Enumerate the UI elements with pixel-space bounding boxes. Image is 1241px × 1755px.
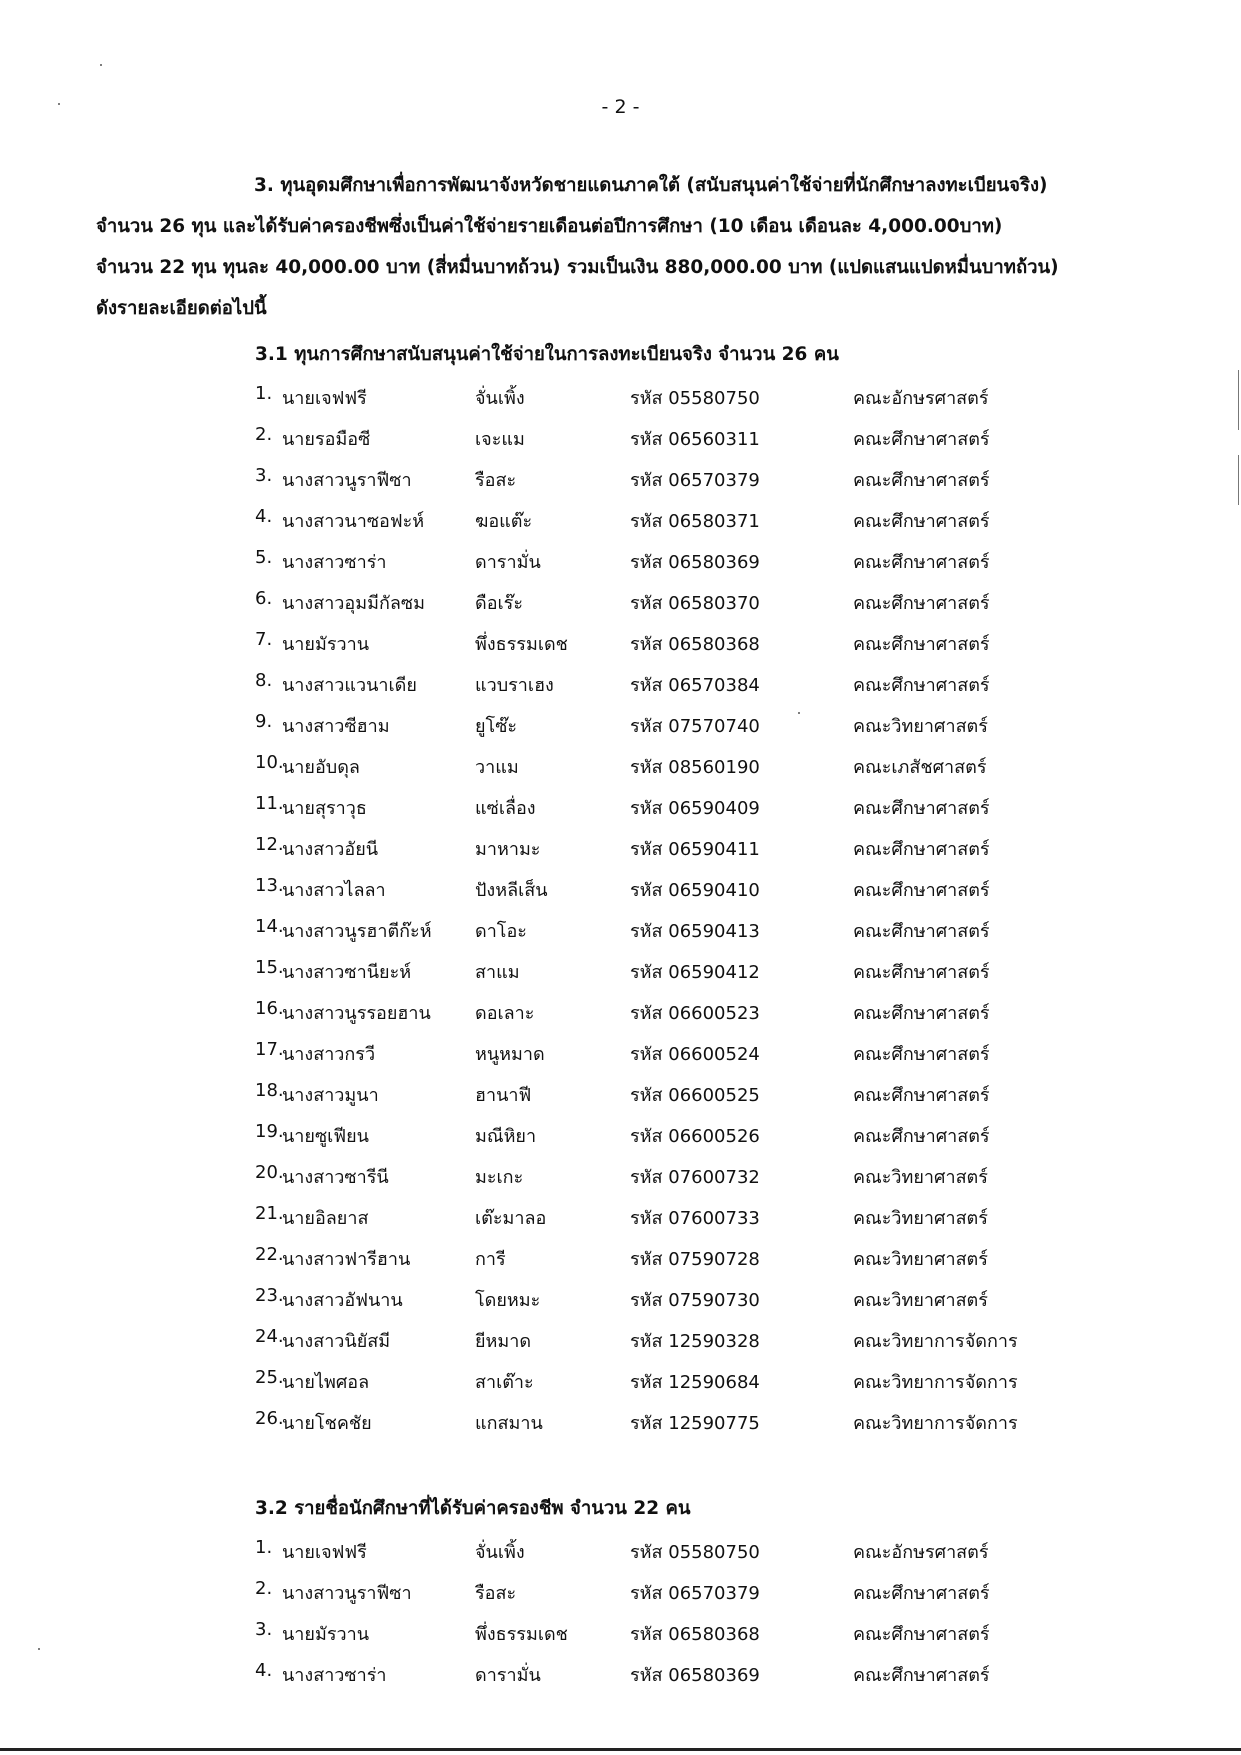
- faculty-name: คณะศึกษาศาสตร์: [853, 1044, 990, 1065]
- item-number: 20.: [255, 1162, 284, 1183]
- student-id: รหัส 06570384: [630, 675, 760, 696]
- student-name: นางสาวซีฮาม: [282, 716, 390, 737]
- intro-line-1: 3. ทุนอุดมศึกษาเพื่อการพัฒนาจังหวัดชายแดนภาคใต้ (สนับสนุนค่าใช้จ่ายที่นักศึกษาลงทะเบียนจริง): [254, 175, 1048, 196]
- student-id: รหัส 06590412: [630, 962, 760, 983]
- student-name: นางสาวอัยนี: [282, 839, 379, 860]
- faculty-name: คณะวิทยาศาสตร์: [853, 1249, 988, 1270]
- list-item: [0, 1537, 1241, 1567]
- student-id: รหัส 06590411: [630, 839, 760, 860]
- student-surname: มณีหิยา: [475, 1126, 537, 1147]
- item-number: 22.: [255, 1244, 284, 1265]
- list-item: [0, 916, 1241, 946]
- student-id: รหัส 06580368: [630, 1624, 760, 1645]
- faculty-name: คณะศึกษาศาสตร์: [853, 839, 990, 860]
- student-name: นางสาวซานียะห์: [282, 962, 412, 983]
- student-surname: สาแม: [475, 962, 520, 983]
- intro-line-3: จำนวน 22 ทุน ทุนละ 40,000.00 บาท (สี่หมื่นบาทถ้วน) รวมเป็นเงิน 880,000.00 บาท (แปดแสนแปดหมื่นบาทถ้วน): [96, 257, 1059, 278]
- faculty-name: คณะศึกษาศาสตร์: [853, 962, 990, 983]
- scan-speck: [58, 103, 60, 105]
- student-id: รหัส 06600524: [630, 1044, 760, 1065]
- student-name: นางสาวซารีนี: [282, 1167, 389, 1188]
- student-id: รหัส 06600526: [630, 1126, 760, 1147]
- faculty-name: คณะศึกษาศาสตร์: [853, 511, 990, 532]
- scan-speck: [798, 712, 800, 714]
- item-number: 4.: [255, 1660, 273, 1681]
- student-id: รหัส 06600523: [630, 1003, 760, 1024]
- item-number: 17.: [255, 1039, 284, 1060]
- student-surname: มะเกะ: [475, 1167, 524, 1188]
- student-name: นางสาวซาร่า: [282, 552, 387, 573]
- faculty-name: คณะวิทยาศาสตร์: [853, 716, 988, 737]
- student-surname: ดารามั่น: [475, 552, 541, 573]
- student-surname: รือสะ: [475, 1583, 517, 1604]
- item-number: 16.: [255, 998, 284, 1019]
- student-id: รหัส 12590328: [630, 1331, 760, 1352]
- student-id: รหัส 06580369: [630, 1665, 760, 1686]
- list-item: [0, 424, 1241, 454]
- student-name: นายซูเฟียน: [282, 1126, 369, 1147]
- item-number: 11.: [255, 793, 284, 814]
- item-number: 8.: [255, 670, 273, 691]
- student-name: นายเจฟฟรี: [282, 1542, 367, 1563]
- list-item: [0, 1578, 1241, 1608]
- student-id: รหัส 06580369: [630, 552, 760, 573]
- student-name: นางสาวฟารีฮาน: [282, 1249, 411, 1270]
- item-number: 15.: [255, 957, 284, 978]
- faculty-name: คณะศึกษาศาสตร์: [853, 1085, 990, 1106]
- list-item: [0, 1285, 1241, 1315]
- faculty-name: คณะศึกษาศาสตร์: [853, 1665, 990, 1686]
- list-item: [0, 1039, 1241, 1069]
- student-id: รหัส 06580370: [630, 593, 760, 614]
- item-number: 14.: [255, 916, 284, 937]
- faculty-name: คณะอักษรศาสตร์: [853, 388, 989, 409]
- student-surname: ยูโซ๊ะ: [475, 716, 518, 737]
- item-number: 2.: [255, 424, 273, 445]
- intro-line-4: ดังรายละเอียดต่อไปนี้: [96, 298, 267, 319]
- faculty-name: คณะศึกษาศาสตร์: [853, 470, 990, 491]
- student-name: นายโชคชัย: [282, 1413, 372, 1434]
- faculty-name: คณะวิทยาศาสตร์: [853, 1167, 988, 1188]
- list-item: [0, 711, 1241, 741]
- student-name: นางสาวอัฟนาน: [282, 1290, 403, 1311]
- student-id: รหัส 07570740: [630, 716, 760, 737]
- list-item: [0, 629, 1241, 659]
- list-item: [0, 834, 1241, 864]
- student-surname: แวบราเฮง: [475, 675, 554, 696]
- section-3-2-heading: 3.2 รายชื่อนักศึกษาที่ได้รับค่าครองชีพ จำนวน 22 คน: [255, 1498, 691, 1519]
- item-number: 24.: [255, 1326, 284, 1347]
- faculty-name: คณะศึกษาศาสตร์: [853, 675, 990, 696]
- student-name: นางสาวมูนา: [282, 1085, 379, 1106]
- item-number: 23.: [255, 1285, 284, 1306]
- item-number: 3.: [255, 465, 273, 486]
- student-name: นายมัรวาน: [282, 634, 370, 655]
- student-surname: ฆอแต๊ะ: [475, 511, 533, 532]
- list-item: [0, 875, 1241, 905]
- faculty-name: คณะวิทยาศาสตร์: [853, 1208, 988, 1229]
- list-item: [0, 1367, 1241, 1397]
- intro-line-2: จำนวน 26 ทุน และได้รับค่าครองชีพซึ่งเป็นค่าใช้จ่ายรายเดือนต่อปีการศึกษา (10 เดือน เดือนละ 4,000.00บาท): [96, 216, 1003, 237]
- student-id: รหัส 05580750: [630, 388, 760, 409]
- item-number: 13.: [255, 875, 284, 896]
- item-number: 10.: [255, 752, 284, 773]
- item-number: 25.: [255, 1367, 284, 1388]
- faculty-name: คณะอักษรศาสตร์: [853, 1542, 989, 1563]
- student-id: รหัส 06600525: [630, 1085, 760, 1106]
- student-id: รหัส 08560190: [630, 757, 760, 778]
- list-item: [0, 383, 1241, 413]
- student-surname: ดือเร๊ะ: [475, 593, 523, 614]
- student-name: นายรอมือซี: [282, 429, 371, 450]
- list-item: [0, 1080, 1241, 1110]
- item-number: 7.: [255, 629, 273, 650]
- scan-edge-mark: [1238, 370, 1239, 430]
- student-id: รหัส 06560311: [630, 429, 760, 450]
- list-item: [0, 1619, 1241, 1649]
- student-surname: เต๊ะมาลอ: [475, 1208, 547, 1229]
- student-name: นางสาวนิยัสมี: [282, 1331, 391, 1352]
- list-item: [0, 1244, 1241, 1274]
- student-id: รหัส 07590728: [630, 1249, 760, 1270]
- student-surname: ดอเลาะ: [475, 1003, 535, 1024]
- list-item: [0, 465, 1241, 495]
- faculty-name: คณะศึกษาศาสตร์: [853, 593, 990, 614]
- student-surname: ฮานาฟี: [475, 1085, 532, 1106]
- student-id: รหัส 06590413: [630, 921, 760, 942]
- faculty-name: คณะวิทยาการจัดการ: [853, 1372, 1018, 1393]
- list-item: [0, 957, 1241, 987]
- faculty-name: คณะศึกษาศาสตร์: [853, 634, 990, 655]
- student-name: นางสาวอุมมีกัลซม: [282, 593, 425, 614]
- student-name: นางสาวไลลา: [282, 880, 386, 901]
- list-item: [0, 1203, 1241, 1233]
- student-surname: ดาโอะ: [475, 921, 527, 942]
- item-number: 1.: [255, 383, 273, 404]
- faculty-name: คณะศึกษาศาสตร์: [853, 1583, 990, 1604]
- student-id: รหัส 06580368: [630, 634, 760, 655]
- faculty-name: คณะวิทยาการจัดการ: [853, 1331, 1018, 1352]
- student-surname: จั่นเพิ้ง: [475, 1542, 525, 1563]
- student-id: รหัส 06570379: [630, 1583, 760, 1604]
- student-name: นางสาวนูรรอยฮาน: [282, 1003, 431, 1024]
- student-id: รหัส 07600733: [630, 1208, 760, 1229]
- list-item: [0, 998, 1241, 1028]
- item-number: 12.: [255, 834, 284, 855]
- list-item: [0, 1162, 1241, 1192]
- student-name: นายอิลยาส: [282, 1208, 369, 1229]
- item-number: 19.: [255, 1121, 284, 1142]
- student-surname: สาเต๊าะ: [475, 1372, 534, 1393]
- item-number: 26.: [255, 1408, 284, 1429]
- student-surname: ดารามั่น: [475, 1665, 541, 1686]
- list-item: [0, 793, 1241, 823]
- list-item: [0, 752, 1241, 782]
- faculty-name: คณะศึกษาศาสตร์: [853, 798, 990, 819]
- student-name: นายเจฟฟรี: [282, 388, 367, 409]
- student-surname: เจะแม: [475, 429, 525, 450]
- faculty-name: คณะศึกษาศาสตร์: [853, 921, 990, 942]
- faculty-name: คณะวิทยาศาสตร์: [853, 1290, 988, 1311]
- item-number: 1.: [255, 1537, 273, 1558]
- item-number: 3.: [255, 1619, 273, 1640]
- faculty-name: คณะศึกษาศาสตร์: [853, 1624, 990, 1645]
- faculty-name: คณะศึกษาศาสตร์: [853, 1126, 990, 1147]
- student-surname: ยีหมาด: [475, 1331, 532, 1352]
- list-item: [0, 1408, 1241, 1438]
- student-name: นายอับดุล: [282, 757, 360, 778]
- student-surname: พึ่งธรรมเดช: [475, 634, 568, 655]
- student-name: นางสาวนาซอฟะห์: [282, 511, 425, 532]
- list-item: [0, 547, 1241, 577]
- scan-speck: [100, 64, 102, 66]
- student-id: รหัส 12590775: [630, 1413, 760, 1434]
- list-item: [0, 1121, 1241, 1151]
- student-surname: แซ่เลื่อง: [475, 798, 536, 819]
- student-surname: มาหามะ: [475, 839, 541, 860]
- student-id: รหัส 06590409: [630, 798, 760, 819]
- student-surname: การี: [475, 1249, 506, 1270]
- student-surname: วาแม: [475, 757, 519, 778]
- student-name: นางสาวแวนาเดีย: [282, 675, 417, 696]
- student-id: รหัส 06580371: [630, 511, 760, 532]
- student-name: นางสาวซาร่า: [282, 1665, 387, 1686]
- student-surname: จั่นเพิ้ง: [475, 388, 525, 409]
- faculty-name: คณะวิทยาการจัดการ: [853, 1413, 1018, 1434]
- faculty-name: คณะศึกษาศาสตร์: [853, 552, 990, 573]
- student-name: นางสาวกรวี: [282, 1044, 376, 1065]
- student-id: รหัส 07600732: [630, 1167, 760, 1188]
- student-surname: พึ่งธรรมเดช: [475, 1624, 568, 1645]
- student-id: รหัส 06590410: [630, 880, 760, 901]
- item-number: 6.: [255, 588, 273, 609]
- page-number: - 2 -: [601, 96, 640, 118]
- student-surname: โดยหมะ: [475, 1290, 541, 1311]
- intro-paragraph: [96, 165, 1156, 329]
- list-item: [0, 506, 1241, 536]
- student-surname: ปังหลีเส็น: [475, 880, 548, 901]
- item-number: 2.: [255, 1578, 273, 1599]
- list-item: [0, 1326, 1241, 1356]
- item-number: 21.: [255, 1203, 284, 1224]
- faculty-name: คณะศึกษาศาสตร์: [853, 1003, 990, 1024]
- student-surname: รือสะ: [475, 470, 517, 491]
- list-item: [0, 1660, 1241, 1690]
- item-number: 4.: [255, 506, 273, 527]
- scan-speck: [38, 1648, 40, 1650]
- student-id: รหัส 06570379: [630, 470, 760, 491]
- section-3-1-heading: 3.1 ทุนการศึกษาสนับสนุนค่าใช้จ่ายในการลงทะเบียนจริง จำนวน 26 คน: [255, 344, 839, 365]
- student-surname: หนูหมาด: [475, 1044, 545, 1065]
- faculty-name: คณะเภสัชศาสตร์: [853, 757, 987, 778]
- list-item: [0, 588, 1241, 618]
- item-number: 18.: [255, 1080, 284, 1101]
- page-bottom-border: [0, 1748, 1241, 1751]
- scan-edge-mark: [1238, 455, 1239, 505]
- student-name: นายสุราวุธ: [282, 798, 367, 819]
- list-item: [0, 670, 1241, 700]
- student-surname: แกสมาน: [475, 1413, 543, 1434]
- student-name: นายมัรวาน: [282, 1624, 370, 1645]
- student-id: รหัส 07590730: [630, 1290, 760, 1311]
- student-name: นางสาวนูรฮาตีก๊ะห์: [282, 921, 432, 942]
- student-id: รหัส 12590684: [630, 1372, 760, 1393]
- item-number: 5.: [255, 547, 273, 568]
- item-number: 9.: [255, 711, 273, 732]
- student-name: นายไพศอล: [282, 1372, 370, 1393]
- student-name: นางสาวนูราฟีซา: [282, 470, 412, 491]
- student-name: นางสาวนูราฟีซา: [282, 1583, 412, 1604]
- student-id: รหัส 05580750: [630, 1542, 760, 1563]
- faculty-name: คณะศึกษาศาสตร์: [853, 880, 990, 901]
- faculty-name: คณะศึกษาศาสตร์: [853, 429, 990, 450]
